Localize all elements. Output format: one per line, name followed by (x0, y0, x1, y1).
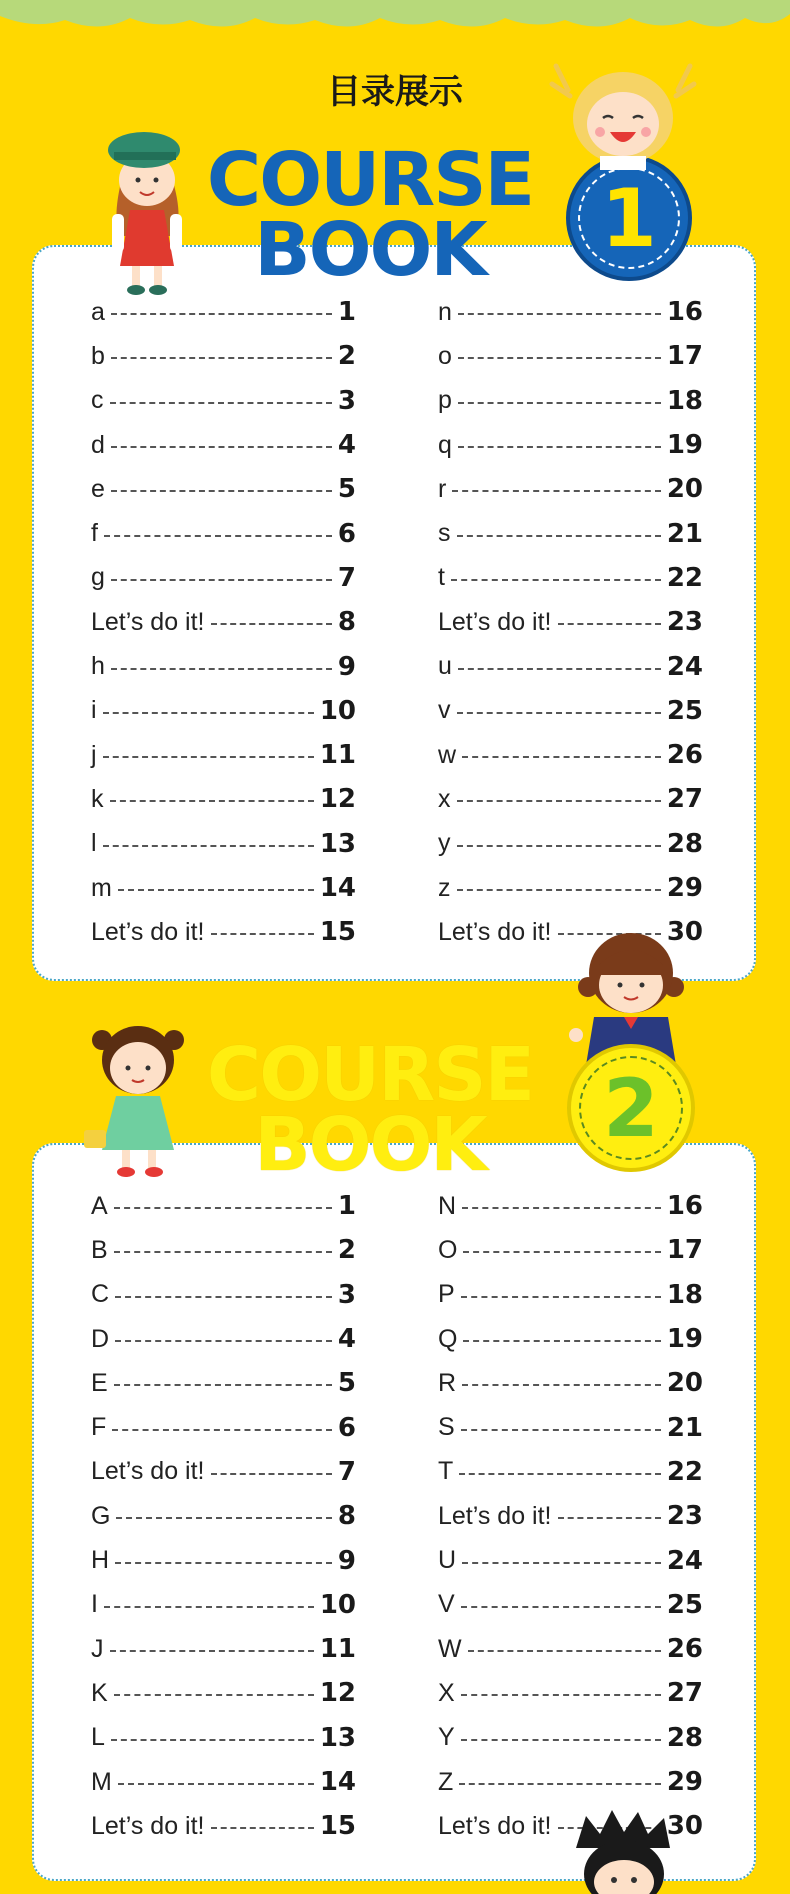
toc-entry-label: Z (438, 1767, 454, 1796)
toc-entry-label: H (91, 1546, 110, 1575)
toc-entry-label: Let’s do it! (91, 917, 205, 946)
toc-entry (438, 777, 703, 821)
toc-entry-label: m (91, 873, 112, 902)
girl-green-hat-illustration (92, 118, 202, 298)
toc-leader-dashes (115, 1562, 332, 1564)
toc-entry (91, 733, 356, 777)
blonde-girl-illustration (548, 60, 698, 170)
toc-page-number: 1 (337, 297, 356, 328)
toc-entry-label: z (438, 873, 451, 902)
toc-page-number: 11 (319, 740, 356, 771)
toc-leader-dashes (116, 1517, 331, 1519)
toc-leader-dashes (558, 623, 661, 625)
toc-page-number: 5 (337, 1368, 356, 1399)
toc-page-number: 16 (666, 297, 703, 328)
toc-page-number: 3 (337, 385, 356, 416)
book2-title: COURSE BOOK (206, 1032, 534, 1188)
toc-leader-dashes (104, 535, 332, 537)
toc-entry (438, 290, 703, 334)
toc-leader-dashes (459, 1473, 661, 1475)
toc-entry-label: s (438, 519, 451, 548)
toc-entry (91, 1184, 356, 1228)
toc-page-number: 7 (337, 1456, 356, 1487)
toc-entry (91, 866, 356, 910)
toc-entry-label: N (438, 1191, 457, 1220)
toc-page-number: 17 (666, 1235, 703, 1266)
toc-entry-label: G (91, 1501, 111, 1530)
toc-leader-dashes (111, 357, 332, 359)
toc-entry-label: J (91, 1634, 104, 1663)
toc-leader-dashes (114, 1207, 332, 1209)
toc-leader-dashes (211, 933, 314, 935)
toc-entry (438, 379, 703, 423)
toc-entry-label: Let’s do it! (91, 607, 205, 636)
toc-entry-label: a (91, 297, 105, 326)
toc-leader-dashes (111, 668, 332, 670)
toc-entry (91, 1716, 356, 1760)
toc-entry (91, 822, 356, 866)
toc-entry (438, 1627, 703, 1671)
toc-entry (438, 1317, 703, 1361)
toc-entry (438, 423, 703, 467)
toc-leader-dashes (462, 1562, 661, 1564)
toc-entry-label: n (438, 297, 452, 326)
toc-entry-label: r (438, 474, 447, 503)
toc-entry (438, 334, 703, 378)
book2-right-column (438, 1184, 703, 1848)
toc-leader-dashes (114, 1694, 314, 1696)
toc-entry (91, 556, 356, 600)
toc-entry-label: A (91, 1191, 108, 1220)
toc-page-number: 14 (319, 873, 356, 903)
toc-entry (91, 1494, 356, 1538)
toc-page-number: 3 (337, 1279, 356, 1310)
toc-entry-label: T (438, 1457, 454, 1486)
toc-entry-label: K (91, 1678, 108, 1707)
toc-entry-label: C (91, 1280, 110, 1309)
toc-page-number: 20 (666, 1368, 703, 1399)
toc-page-number: 5 (337, 474, 356, 505)
toc-entry (91, 379, 356, 423)
toc-leader-dashes (118, 1783, 314, 1785)
toc-entry (438, 1405, 703, 1449)
toc-entry (438, 1184, 703, 1228)
toc-entry (438, 556, 703, 600)
toc-leader-dashes (461, 1739, 661, 1741)
toc-leader-dashes (211, 1473, 332, 1475)
toc-page-number: 7 (337, 562, 356, 593)
toc-leader-dashes (457, 800, 661, 802)
toc-page-number: 15 (319, 917, 356, 948)
toc-entry-label: c (91, 386, 104, 415)
toc-entry (438, 866, 703, 910)
toc-entry (91, 1627, 356, 1671)
toc-page-number: 4 (337, 1324, 356, 1355)
toc-entry-label: y (438, 829, 451, 858)
toc-entry-label: U (438, 1546, 457, 1575)
toc-entry-label: g (91, 563, 105, 592)
book1-left-column (91, 290, 356, 954)
toc-page-number: 26 (666, 1634, 703, 1665)
toc-leader-dashes (457, 845, 661, 847)
toc-leader-dashes (111, 446, 332, 448)
toc-leader-dashes (461, 1296, 661, 1298)
toc-page-number: 30 (666, 917, 703, 948)
toc-page-number: 4 (337, 430, 356, 461)
toc-leader-dashes (110, 402, 332, 404)
toc-entry-label: w (438, 740, 457, 769)
toc-entry-label: v (438, 696, 451, 725)
top-wave-border (0, 0, 790, 40)
toc-leader-dashes (459, 1783, 661, 1785)
toc-entry (438, 1760, 703, 1804)
toc-entry (438, 1228, 703, 1272)
toc-entry-label: S (438, 1413, 455, 1442)
toc-entry (438, 644, 703, 688)
toc-page-number: 2 (337, 1235, 356, 1266)
toc-page-number: 18 (666, 385, 703, 416)
toc-leader-dashes (451, 579, 661, 581)
toc-entry-label: d (91, 430, 105, 459)
toc-leader-dashes (110, 1650, 314, 1652)
toc-page-number: 26 (666, 740, 703, 771)
toc-entry-label: Y (438, 1723, 455, 1752)
toc-page-number: 27 (666, 1678, 703, 1709)
toc-entry-label: Let’s do it! (438, 1811, 552, 1840)
toc-entry (91, 423, 356, 467)
toc-entry-label: e (91, 474, 105, 503)
book2-left-column (91, 1184, 356, 1848)
toc-entry (438, 511, 703, 555)
toc-entry-label: Q (438, 1324, 458, 1353)
toc-page-number: 22 (666, 562, 703, 593)
toc-page-number: 17 (666, 341, 703, 372)
toc-entry-label: h (91, 652, 105, 681)
toc-leader-dashes (461, 1429, 661, 1431)
toc-leader-dashes (463, 1340, 660, 1342)
toc-entry (438, 1671, 703, 1715)
toc-entry-label: E (91, 1368, 108, 1397)
toc-entry (91, 777, 356, 821)
toc-page-number: 1 (337, 1191, 356, 1222)
toc-leader-dashes (458, 446, 661, 448)
toc-entry (438, 600, 703, 644)
toc-leader-dashes (114, 1251, 332, 1253)
toc-page-number: 27 (666, 784, 703, 815)
toc-entry (438, 1450, 703, 1494)
toc-page-number: 9 (337, 1545, 356, 1576)
toc-leader-dashes (463, 1251, 660, 1253)
toc-page-number: 14 (319, 1767, 356, 1797)
toc-leader-dashes (111, 313, 332, 315)
toc-leader-dashes (461, 1606, 661, 1608)
toc-leader-dashes (462, 756, 661, 758)
toc-page-number: 16 (666, 1191, 703, 1222)
toc-entry (91, 1228, 356, 1272)
toc-page-number: 21 (666, 518, 703, 549)
toc-leader-dashes (457, 889, 661, 891)
toc-entry-label: o (438, 341, 452, 370)
boy-peeking-illustration (566, 1808, 686, 1894)
toc-entry (91, 467, 356, 511)
book2-number-badge: 2 (567, 1044, 695, 1172)
toc-entry-label: X (438, 1678, 455, 1707)
toc-page-number: 12 (319, 784, 356, 815)
toc-entry (91, 334, 356, 378)
toc-leader-dashes (452, 490, 660, 492)
toc-page-number: 25 (666, 695, 703, 726)
toc-leader-dashes (112, 1429, 332, 1431)
toc-entry (91, 511, 356, 555)
toc-entry-label: O (438, 1235, 458, 1264)
toc-page-number: 6 (337, 1412, 356, 1443)
toc-entry-label: Let’s do it! (91, 1811, 205, 1840)
toc-page-number: 24 (666, 1545, 703, 1576)
toc-leader-dashes (457, 712, 661, 714)
toc-page-number: 6 (337, 518, 356, 549)
toc-entry-label: q (438, 430, 452, 459)
toc-page-number: 19 (666, 430, 703, 461)
toc-entry (91, 1317, 356, 1361)
toc-page-number: 28 (666, 828, 703, 859)
toc-entry (91, 644, 356, 688)
toc-entry (91, 689, 356, 733)
toc-entry-label: l (91, 829, 97, 858)
toc-entry-label: M (91, 1767, 112, 1796)
toc-entry-label: Let’s do it! (91, 1457, 205, 1486)
toc-page-number: 12 (319, 1678, 356, 1709)
toc-leader-dashes (110, 800, 314, 802)
toc-entry-label: D (91, 1324, 110, 1353)
toc-entry-label: Let’s do it! (438, 917, 552, 946)
toc-page-number: 29 (666, 873, 703, 903)
toc-leader-dashes (114, 1384, 332, 1386)
toc-page-number: 28 (666, 1722, 703, 1753)
toc-entry (91, 1804, 356, 1848)
toc-page-number: 19 (666, 1324, 703, 1355)
toc-entry (438, 1361, 703, 1405)
toc-leader-dashes (211, 1827, 314, 1829)
toc-entry-label: u (438, 652, 452, 681)
toc-entry-label: f (91, 519, 98, 548)
toc-page-number: 13 (319, 828, 356, 859)
toc-leader-dashes (468, 1650, 661, 1652)
toc-entry-label: k (91, 784, 104, 813)
book1-title: COURSE BOOK (206, 137, 534, 293)
toc-page-number: 10 (319, 1589, 356, 1620)
toc-leader-dashes (558, 1517, 661, 1519)
page-title: 目录展示 (327, 72, 463, 112)
toc-entry (91, 1538, 356, 1582)
toc-entry-label: p (438, 386, 452, 415)
book1-number-badge: 1 (566, 155, 692, 281)
toc-entry-label: i (91, 696, 97, 725)
toc-leader-dashes (458, 668, 661, 670)
toc-entry-label: F (91, 1413, 107, 1442)
toc-page-number: 8 (337, 1501, 356, 1532)
toc-entry (438, 1583, 703, 1627)
toc-leader-dashes (115, 1340, 332, 1342)
toc-entry (438, 1538, 703, 1582)
toc-leader-dashes (111, 490, 332, 492)
toc-page-number: 11 (319, 1634, 356, 1665)
toc-leader-dashes (104, 1606, 314, 1608)
toc-entry-label: V (438, 1590, 455, 1619)
toc-leader-dashes (211, 623, 332, 625)
book1-right-column (438, 290, 703, 954)
toc-entry (91, 1760, 356, 1804)
toc-page-number: 8 (337, 607, 356, 638)
toc-leader-dashes (461, 1694, 661, 1696)
toc-leader-dashes (462, 1207, 661, 1209)
toc-entry (91, 910, 356, 954)
toc-entry-label: W (438, 1634, 462, 1663)
toc-page-number: 29 (666, 1767, 703, 1797)
toc-entry-label: Let’s do it! (438, 1501, 552, 1530)
toc-leader-dashes (458, 313, 661, 315)
toc-entry-label: P (438, 1280, 455, 1309)
toc-leader-dashes (103, 756, 314, 758)
toc-entry (91, 1671, 356, 1715)
toc-page-number: 23 (666, 1501, 703, 1532)
toc-leader-dashes (115, 1296, 332, 1298)
toc-entry (91, 1273, 356, 1317)
toc-page-number: 24 (666, 651, 703, 682)
toc-page-number: 10 (319, 695, 356, 726)
toc-entry-label: x (438, 784, 451, 813)
toc-page-number: 9 (337, 651, 356, 682)
toc-leader-dashes (462, 1384, 661, 1386)
toc-entry (438, 733, 703, 777)
toc-page-number: 23 (666, 607, 703, 638)
toc-entry-label: t (438, 563, 445, 592)
toc-leader-dashes (457, 535, 661, 537)
toc-entry-label: R (438, 1368, 457, 1397)
toc-leader-dashes (103, 712, 314, 714)
toc-entry (438, 467, 703, 511)
toc-entry-label: I (91, 1590, 98, 1619)
toc-leader-dashes (118, 889, 314, 891)
toc-page-number: 13 (319, 1722, 356, 1753)
toc-entry (438, 1716, 703, 1760)
toc-page-number: 18 (666, 1279, 703, 1310)
toc-leader-dashes (111, 1739, 314, 1741)
girl-green-dress-illustration (78, 1010, 198, 1185)
toc-page-number: 30 (666, 1811, 703, 1842)
toc-leader-dashes (458, 402, 661, 404)
toc-entry-label: L (91, 1723, 105, 1752)
toc-entry (438, 1273, 703, 1317)
toc-entry (91, 1450, 356, 1494)
toc-leader-dashes (103, 845, 314, 847)
toc-entry-label: Let’s do it! (438, 607, 552, 636)
toc-entry (91, 1405, 356, 1449)
toc-page-number: 21 (666, 1412, 703, 1443)
toc-page-number: 2 (337, 341, 356, 372)
toc-leader-dashes (111, 579, 332, 581)
toc-entry (438, 822, 703, 866)
toc-entry (438, 689, 703, 733)
toc-entry (91, 1583, 356, 1627)
toc-entry (91, 600, 356, 644)
toc-page-number: 25 (666, 1589, 703, 1620)
toc-entry-label: B (91, 1235, 108, 1264)
toc-page-number: 22 (666, 1456, 703, 1487)
toc-page-number: 15 (319, 1811, 356, 1842)
toc-entry-label: b (91, 341, 105, 370)
toc-entry (91, 1361, 356, 1405)
toc-entry-label: j (91, 740, 97, 769)
toc-page-number: 20 (666, 474, 703, 505)
toc-entry (438, 1494, 703, 1538)
toc-leader-dashes (458, 357, 661, 359)
